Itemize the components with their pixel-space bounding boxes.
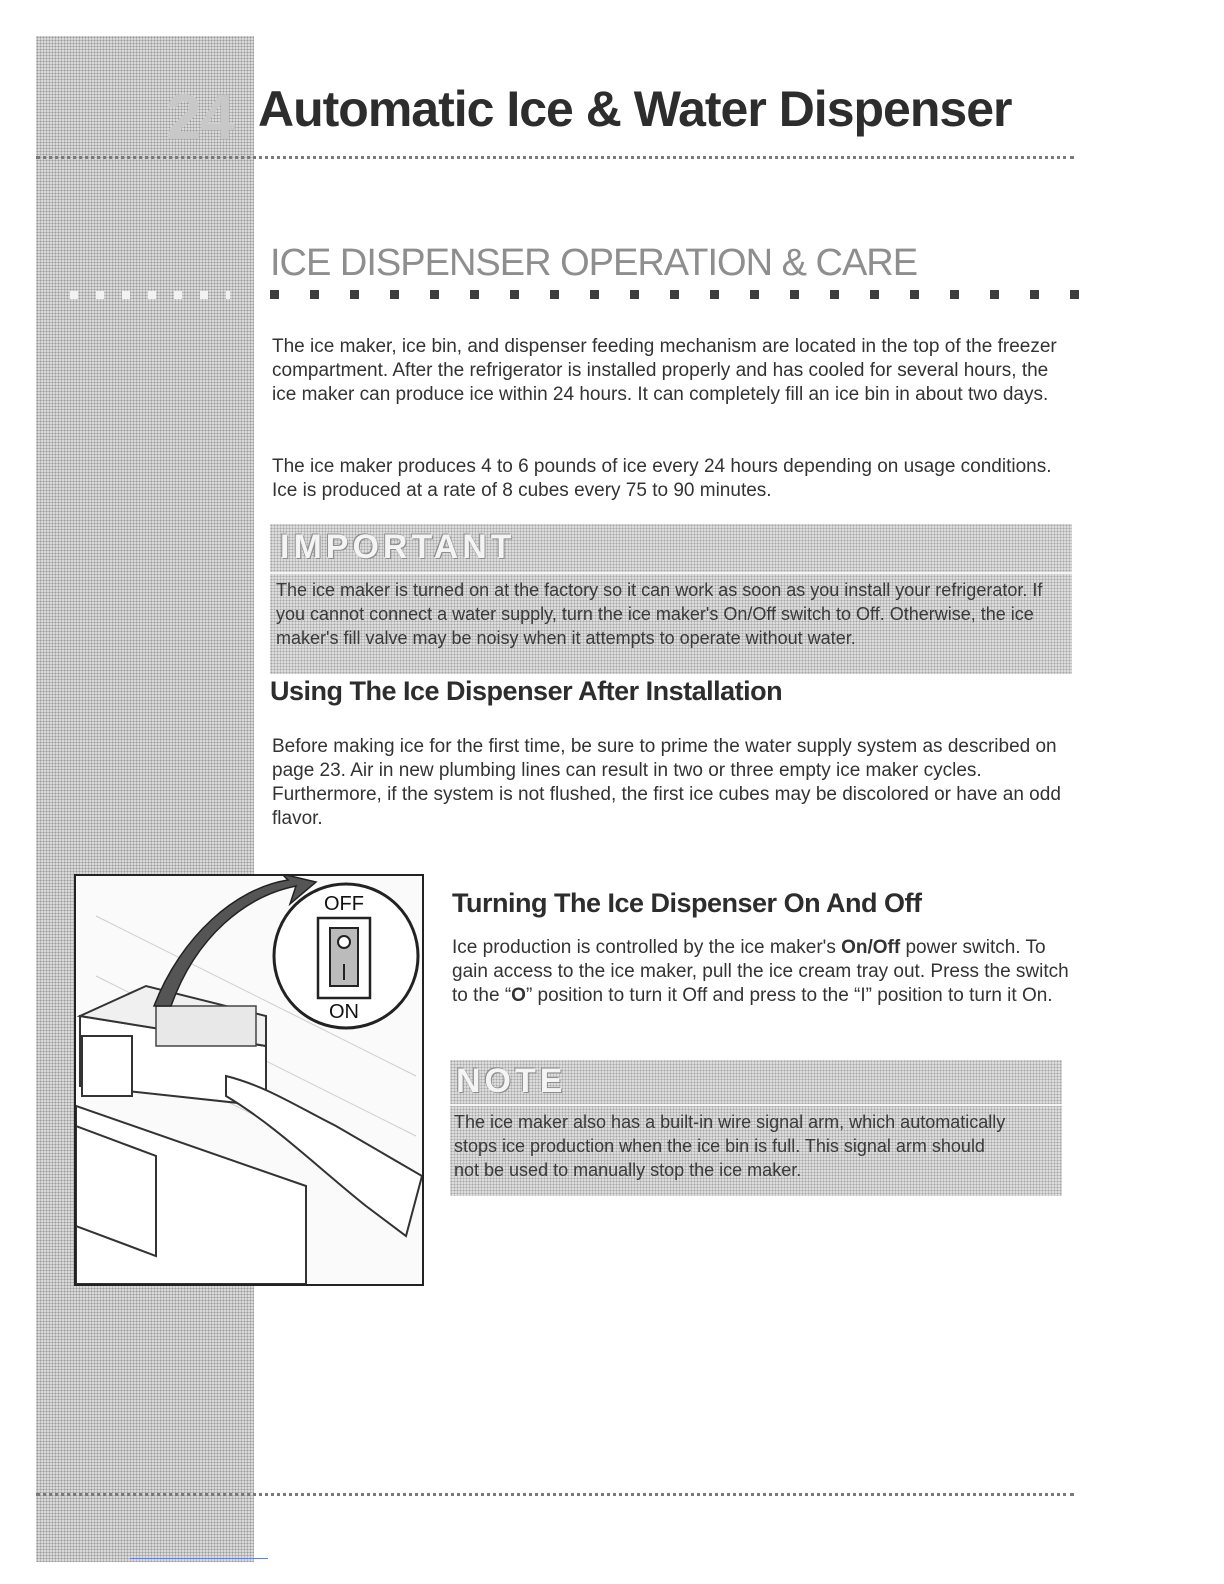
o-position-bold: O bbox=[511, 985, 526, 1006]
note-body: The ice maker also has a built-in wire signal arm, which automatically stops ice production when the ice bin is full. This signal arm should not be used to manually stop the ice maker. bbox=[454, 1112, 1006, 1180]
switch-on-label: ON bbox=[329, 1001, 359, 1023]
important-rule bbox=[270, 572, 1072, 574]
intro-paragraph-1: The ice maker, ice bin, and dispenser feeding mechanism are located in the top of the freezer compartment. After the refrigerator is installed properly and has cooled for several hours, the ice maker can produce ice within 24 hours. It can completely fill an ice bin in about two days. bbox=[272, 336, 1057, 405]
using-body: Before making ice for the first time, be sure to prime the water supply system as described on page 23. Air in new plumbing lines can result in two or three empty ice maker cycles. Furthermore, if the system is not flushed, the first ice cubes may be discolored or have an odd flavor. bbox=[272, 736, 1061, 829]
band-decoration bbox=[70, 291, 230, 299]
using-heading: Using The Ice Dispenser After Installation bbox=[270, 676, 783, 706]
important-box bbox=[270, 524, 1072, 674]
note-title: NOTE bbox=[456, 1062, 567, 1100]
note-rule bbox=[450, 1104, 1062, 1106]
footer-divider bbox=[36, 1493, 1074, 1496]
page-number: 24 bbox=[166, 81, 234, 153]
important-body: The ice maker is turned on at the factory so it can work as soon as you install your refrigerator. If you cannot connect a water supply, turn the ice maker's On/Off switch to Off. Otherwise, the ice maker's fill valve may be noisy when it attempts to operate without water. bbox=[276, 580, 1043, 648]
on-off-bold: On/Off bbox=[841, 937, 901, 958]
footer-underline bbox=[130, 1558, 268, 1559]
intro-paragraph-2: The ice maker produces 4 to 6 pounds of ice every 24 hours depending on usage conditions. Ice is produced at a rate of 8 cubes every 75 to 90 minutes. bbox=[272, 456, 1052, 501]
note-box bbox=[450, 1060, 1062, 1196]
section-heading: ICE DISPENSER OPERATION & CARE bbox=[270, 242, 918, 284]
turning-heading: Turning The Ice Dispenser On And Off bbox=[452, 888, 922, 918]
page-title: Automatic Ice & Water Dispenser bbox=[258, 81, 1012, 137]
ice-maker-drawing bbox=[76, 876, 422, 1284]
ice-maker-illustration bbox=[74, 874, 424, 1286]
important-title: IMPORTANT bbox=[280, 528, 516, 566]
section-divider bbox=[270, 290, 1080, 299]
header-divider bbox=[36, 156, 1074, 159]
turning-body: Ice production is controlled by the ice maker's On/Off power switch. To gain access to the ice maker, pull the ice cream tray out. Press the switch to the “O” position to turn it Off and press to the “I” position to turn it On. bbox=[452, 937, 1069, 1006]
switch-off-label: OFF bbox=[324, 893, 364, 915]
side-band bbox=[36, 36, 254, 1562]
